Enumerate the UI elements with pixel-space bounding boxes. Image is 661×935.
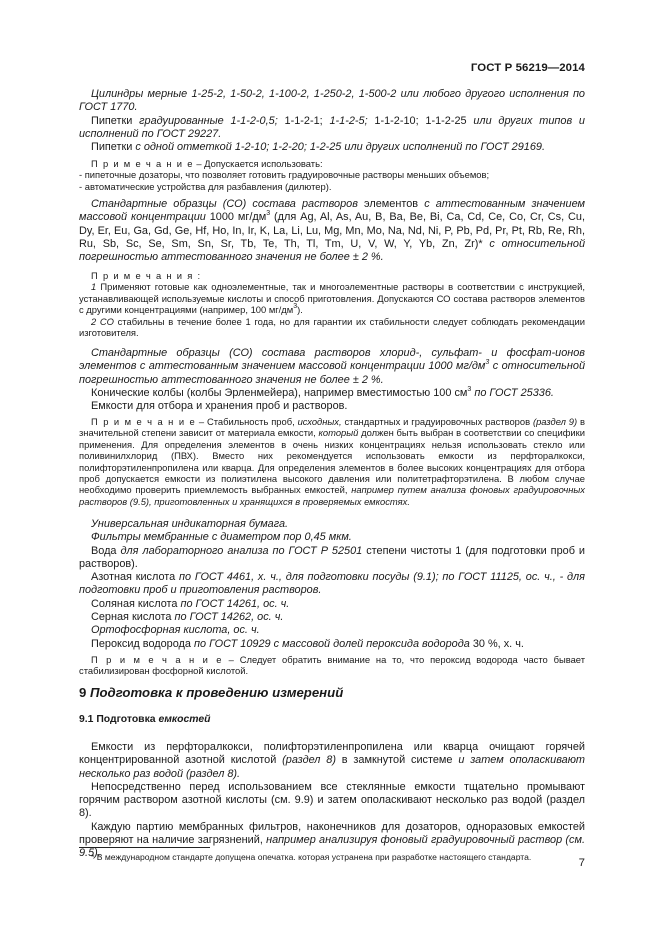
text-run: Емкости из перфторалкокси, полифторэтиленпропилена или кварца очищают горячей концентрированной азотной кислотой (79, 741, 585, 767)
text-run: по ГОСТ 4461, х. ч., для подготовки посуды (9.1); по ГОСТ 11125, ос. ч., - для подготовки проб и приготовления растворов. (79, 571, 585, 597)
text-run: градуированные 1-1-2-0,5; (139, 114, 278, 127)
list-item (79, 545, 585, 572)
note-label: П р и м е ч а н и я : (91, 270, 202, 281)
text-run: по ГОСТ 14262, ос. ч. (174, 611, 284, 624)
list-item (79, 88, 585, 115)
note-standard-solutions: П р и м е ч а н и я : 1 Применяют готовые как одноэлементные, так и многоэлементные растворы в соответствии с инструкцией, устанавливающей используемые кислоты и способ приготовления. Допускаются СО состава растворов элементов с другими концентрациями (например, 100 $мг/дм^3$). 2 СО стабильны в течение более 1 года, но для гарантии их стабильности следует соблюдать рекомендации изготовителя. (79, 270, 586, 339)
list-item (79, 638, 585, 651)
equipment-list-1 (79, 88, 585, 154)
note-item: - автоматические устройства для разбавления (дилютер). (79, 180, 332, 192)
text-run: Фильтры мембранные с диаметром пор 0,45 мкм. (91, 531, 352, 544)
text-run: стандартных и градуировочных растворов (341, 416, 533, 427)
note-intro: Допускается использовать: (204, 158, 323, 169)
note-label: П р и м е ч а н и е (91, 654, 223, 665)
section-9-heading: 9 Подготовка к проведению измерений (79, 685, 344, 700)
list-item (79, 571, 585, 598)
paragraph (79, 781, 585, 821)
list-item (79, 624, 585, 637)
text-run: Непосредственно перед использованием все стеклянные емкости тщательно промывают горячим раствором азотной кислоты (см. 9.9) и затем ополаскивают несколько раз водой (раздел 8). (79, 780, 585, 820)
text-run: Каждую партию мембранных фильтров, наконечников для дозаторов, одноразовых емкостей проверяют на наличие загрязнений, (79, 820, 585, 847)
text-run: с одной отметкой 1-2-10; 1-2-20; 1-2-25 или других исполнений по ГОСТ 29169. (135, 141, 545, 154)
text-run: должен быть выбран в соответствии со специфики применения. Для определения элементов в очень низких концентрациях нельзя использовать стекло или поливинилхлорид (ПВХ). Вместо них рекомендуется использовать емкости из перфторалкокси, полифторэтиленпропилена или кварца. Для определения элементов в более высоких концентрациях для отбора проб допускается емкости из полиэтилена высокого давления или политетрафторэтилена. В любом случае необходимо проверить приемлемость выбранных емкостей, (79, 427, 585, 496)
note-item: - пипеточные дозаторы, что позволяет готовить градуировочные растворы меньших объемов; (79, 169, 490, 181)
text-run: или других типов и исполнений по ГОСТ 29227. (79, 114, 585, 140)
text-run: 1-1-2-1; (277, 114, 330, 127)
text-run: Цилиндры мерные 1-25-2, 1-50-2, 1-100-2, 1-250-2, 1-500-2 (91, 88, 401, 100)
text-run: или любого другого исполнения по ГОСТ 1770. (79, 88, 585, 114)
list-item (79, 531, 585, 544)
page-number: 7 (578, 857, 585, 869)
list-item (79, 611, 585, 624)
list-item (79, 141, 585, 154)
note-label: П р и м е ч а н и е (91, 416, 197, 427)
text-run: (раздел 9) (532, 416, 578, 427)
reagents-list (79, 518, 585, 651)
text-run: Серная кислота (91, 611, 175, 624)
section-9-1-heading: 9.1 Подготовка емкостей (79, 714, 211, 725)
text-run: например путем анализа фоновых градуировочных растворов (9.5), приготовленных и хранящихся в проверяемых емкостях. (79, 484, 585, 507)
text-run: 30 %, х. ч. (469, 637, 524, 650)
note-body (79, 416, 585, 507)
text-run: Пипетки (91, 114, 140, 127)
text-run: (раздел 8) (282, 754, 336, 767)
footnote-divider (79, 847, 210, 848)
text-run: Пероксид водорода (91, 637, 194, 650)
text-run: и затем ополаскивают несколько раз водой (раздел 8). (79, 754, 585, 780)
text-run: Стабильность проб, (206, 416, 298, 427)
text-run: Соляная кислота (91, 597, 181, 610)
text-run: для лабораторного анализа по ГОСТ Р 52501 (120, 544, 363, 557)
list-item (79, 598, 585, 611)
text-run: в замкнутой системе (335, 754, 459, 767)
text-run: 1-1-2-10; 1-1-2-25 (367, 114, 474, 127)
text-run: Пипетки (91, 141, 136, 154)
paragraph (79, 741, 585, 781)
anion-standards-paragraph: Стандартные образцы (СО) состава растворов хлорид-, сульфат- и фосфат-ионов элементов с аттестованным значением массовой концентрации 1000 $мг/дм^3$ с относительной погрешностью аттестованного значения не более ± 2 %. Конические колбы (колбы Эрленмейера), например вместимостью 100 $см^3$ по ГОСТ 25336. Емкости для отбора и хранения проб и растворов. (79, 347, 585, 413)
text-run: например анализируя фоновый градуировочный раствор (см. 9.5). (79, 834, 585, 860)
section-9-1-body (79, 741, 585, 861)
text-run: Вода (91, 544, 121, 557)
text-run: по ГОСТ 10929 с массовой долей пероксида водорода (194, 637, 470, 650)
note-container-material: П р и м е ч а н и е – Стабильность проб, исходных, стандартных и градуировочных растворов (раздел 9) в значительной степени зависит от материала емкости, который должен быть выбран в соответствии со специфики применения. Для определения элементов в очень низких концентрациях нельзя использовать стекло или поливинилхлорид (ПВХ). Вместо них рекомендуется использовать емкости из перфторалкокси, полифторэтиленпропилена или кварца. Для определения элементов в более высоких концентрациях для отбора проб допускается емкости из полиэтилена высокого давления или политетрафторэтилена. В любом случае необходимо проверить приемлемость выбранных емкостей, например путем анализа фоновых градуировочных растворов (9.5), приготовленных и хранящихся в проверяемых емкостях. (79, 416, 585, 507)
list-item (79, 518, 585, 531)
text-run: Азотная кислота (91, 571, 180, 584)
text-run: Ортофосфорная кислота, ос. ч. (91, 624, 260, 637)
text-run: который (318, 427, 359, 439)
text-run: степени чистоты 1 (для подготовки проб и растворов). (79, 544, 585, 570)
text-run: 1-1-2-5; (329, 114, 368, 127)
note-hydrogen-peroxide: П р и м е ч а н и е – Следует обратить внимание на то, что пероксид водорода часто бывает стабилизирован фосфорной кислотой. (79, 654, 585, 677)
flasks-text: Конические колбы (колбы Эрленмейера), например вместимостью 100 см (91, 386, 468, 399)
document-id-header: ГОСТ Р 56219—2014 (470, 62, 585, 74)
footnote: * В международном стандарте допущена опечатка. которая устранена при разработке настоящего стандарта. (91, 852, 532, 862)
list-item (79, 115, 585, 142)
note-label: П р и м е ч а н и е (91, 158, 194, 169)
text-run: исходных, (297, 416, 342, 427)
text-run: в значительной степени зависит от материала емкости, (79, 416, 585, 439)
text-run: Универсальная индикаторная бумага. (91, 518, 289, 530)
note-dispensers: П р и м е ч а н и е – Допускается использовать: - пипеточные дозаторы, что позволяет готовить градуировочные растворы меньших объемов; - автоматические устройства для разбавления (дилютер). (79, 158, 585, 192)
containers-text: Емкости для отбора и хранения проб и растворов. (91, 400, 348, 413)
text-run: по ГОСТ 14261, ос. ч. (180, 597, 290, 610)
standard-samples-paragraph: Стандартные образцы (СО) состава растворов элементов с аттестованным значением массовой концентрации 1000 $мг/дм^3$ (для Ag, Al, As, Au, B, Ba, Be, Bi, Ca, Cd, Ce, Co, Cr, Cs, Cu, Dy, Er, Eu, Ga, Gd, Ge, Hf, Ho, In, Ir, K, La, Li, Lu, Mg, Mn, Mo, Na, Nd, Ni, P, Pb, Pd, Pr, Pt, Rb, Re, Rh, Ru, Sb, Sc, Se, Sm, Sn, Sr, Tb, Te, Th, Tl, Tm, U, V, W, Y, Yb, Zn, Zr)* с относительной погрешностью аттестованного значения не более ± 2 %. (79, 198, 586, 264)
